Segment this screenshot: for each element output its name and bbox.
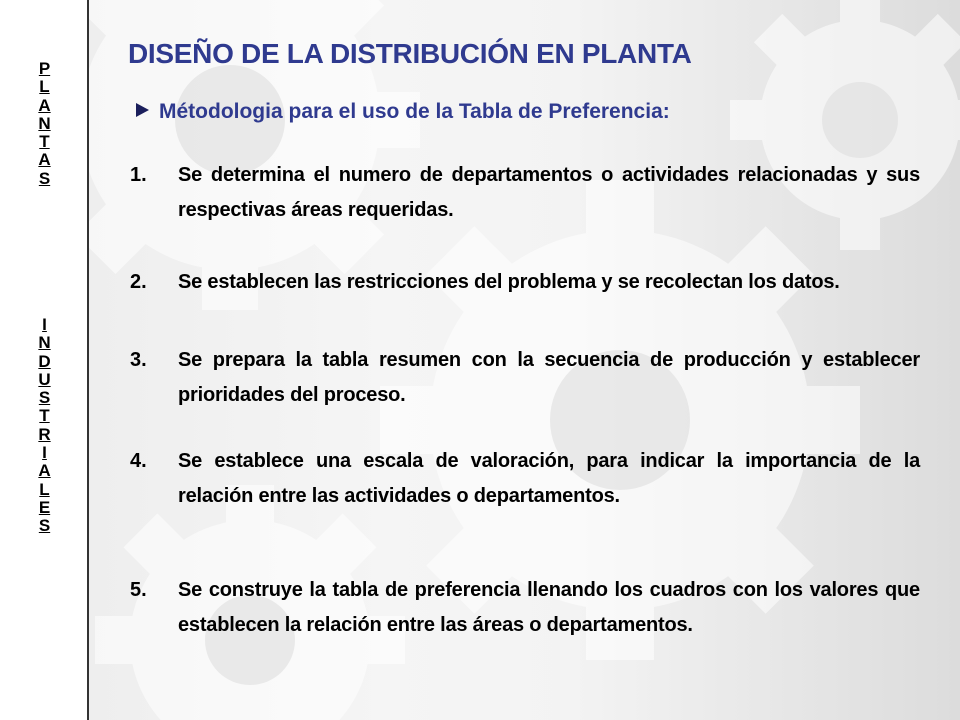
sidebar-vertical-title (0, 0, 89, 720)
step-text: Se determina el numero de departamentos o actividades relacionadas y sus respectivas áreas requeridas. (178, 164, 920, 221)
step-number: 3. (130, 349, 147, 371)
arrow-right-icon (136, 103, 149, 117)
step-number: 1. (130, 164, 147, 186)
vertical-word-plantas: P L A N T A S (38, 59, 51, 188)
step-number: 5. (130, 579, 147, 601)
step-number: 2. (130, 271, 147, 293)
step-text: Se establece una escala de valoración, para indicar la importancia de la relación entre las actividades o departamentos. (178, 450, 920, 507)
step-number: 4. (130, 450, 147, 472)
section-subtitle (136, 100, 670, 124)
step-text: Se establecen las restricciones del problema y se recolectan los datos. (178, 271, 840, 293)
step-text: Se prepara la tabla resumen con la secuencia de producción y establecer prioridades del proceso. (178, 349, 920, 406)
section-subtitle-text: Métodologia para el uso de la Tabla de Preferencia: (159, 100, 670, 123)
vertical-word-industriales: I N D U S T R I A L E S (38, 315, 51, 536)
page-title: DISEÑO DE LA DISTRIBUCIÓN EN PLANTA (128, 38, 692, 69)
step-text: Se construye la tabla de preferencia llenando los cuadros con los valores que establecen la relación entre las áreas o departamentos. (178, 579, 920, 636)
